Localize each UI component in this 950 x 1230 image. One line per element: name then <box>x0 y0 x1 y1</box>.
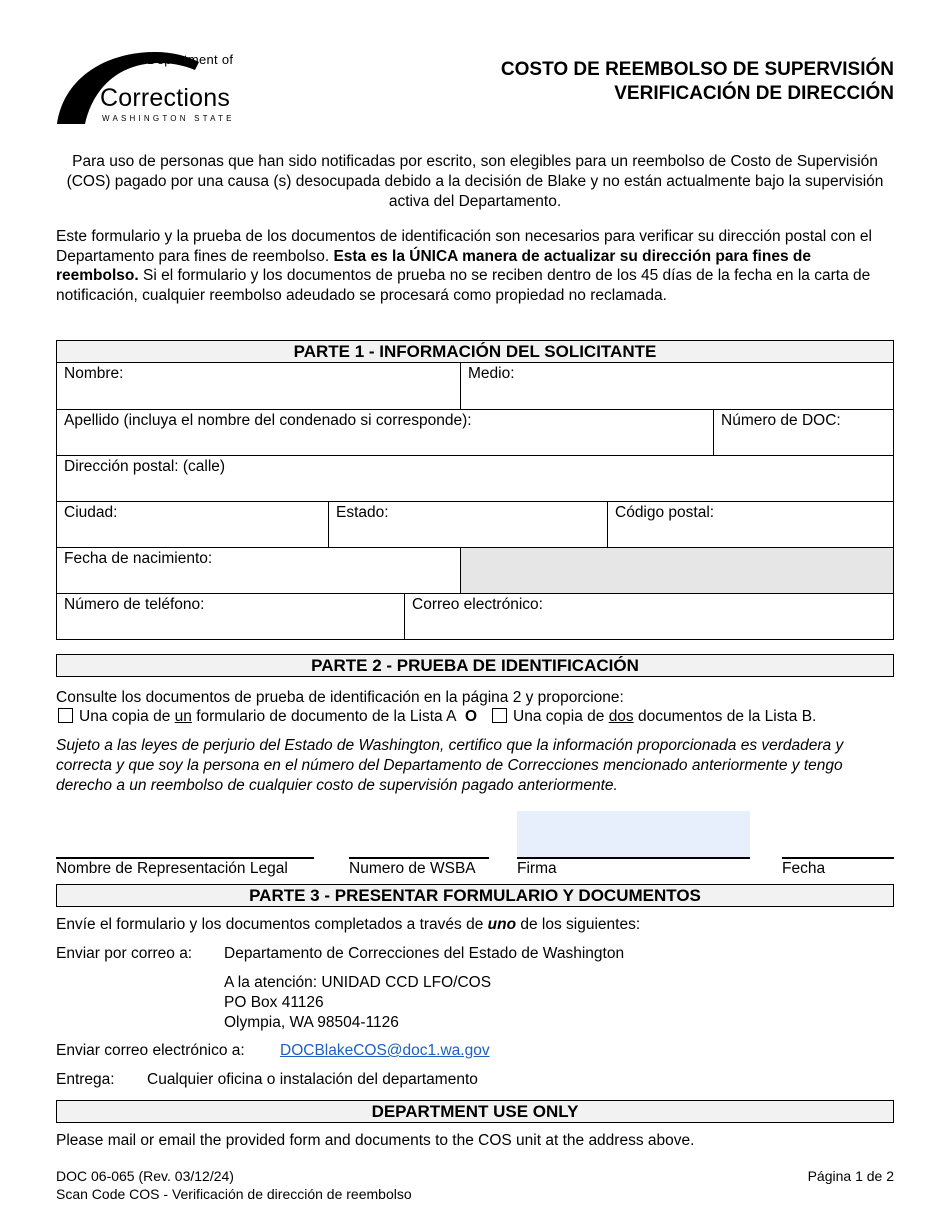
logo-corrections: Corrections <box>100 84 231 112</box>
doc-number: DOC 06-065 (Rev. 03/12/24) <box>56 1168 234 1184</box>
opt-a-pre: Una copia de <box>79 708 175 725</box>
opt-b-pre: Una copia de <box>513 708 609 725</box>
logo-department-of: Department of <box>147 52 234 67</box>
or-text: O <box>465 708 478 725</box>
page-number: Página 1 de 2 <box>807 1168 894 1184</box>
fecha-nacimiento-label: Fecha de nacimiento: <box>64 550 213 567</box>
direccion-label: Dirección postal: (calle) <box>64 458 226 475</box>
send-instructions <box>56 915 640 935</box>
row-contact <box>57 593 893 639</box>
estado-field[interactable] <box>328 502 607 547</box>
list-b-checkbox[interactable] <box>492 708 507 723</box>
send-post: de los siguientes: <box>516 916 641 933</box>
purpose-text-2: Si el formulario y los documentos de prueba no se reciben dentro de los 45 días de la fecha en la carta de notificación, cualquier reembolso adeudado se procesará como propiedad no reclamada. <box>56 267 871 305</box>
row-lastname <box>57 409 893 455</box>
medio-field[interactable] <box>460 363 893 409</box>
opt-a-underline: un <box>174 708 192 725</box>
fecha-nacimiento-field[interactable] <box>57 548 460 593</box>
doc-number-field[interactable] <box>713 410 893 455</box>
delivery-label: Entrega: <box>56 1071 115 1088</box>
correo-label: Correo electrónico: <box>412 596 543 613</box>
mail-line-2: A la atención: UNIDAD CCD LFO/COS <box>224 974 492 991</box>
mail-label: Enviar por correo a: <box>56 945 193 962</box>
part2-header: PARTE 2 - PRUEBA DE IDENTIFICACIÓN <box>56 654 894 677</box>
row-birthdate <box>57 547 893 593</box>
signature-input[interactable] <box>517 811 750 857</box>
ciudad-field[interactable] <box>57 502 328 547</box>
send-pre: Envíe el formulario y los documentos completados a través de <box>56 916 488 933</box>
wsba-line[interactable] <box>349 857 489 879</box>
opt-a-post: formulario de documento de la Lista A <box>191 708 457 725</box>
consult-text: Consulte los documentos de prueba de identificación en la página 2 y proporcione: <box>56 689 624 706</box>
mail-line-3: PO Box 41126 <box>224 993 324 1011</box>
legal-rep-line[interactable] <box>56 857 314 879</box>
part3-header: PARTE 3 - PRESENTAR FORMULARIO Y DOCUMENTOS <box>56 884 894 907</box>
dept-use-text: Please mail or email the provided form and documents to the COS unit at the address above. <box>56 1132 695 1149</box>
apellido-field[interactable] <box>57 410 713 455</box>
shaded-cell <box>460 548 893 593</box>
opt-b-underline: dos <box>608 708 634 725</box>
firma-line[interactable] <box>517 857 750 879</box>
email-label: Enviar correo electrónico a: <box>56 1042 245 1059</box>
id-options <box>56 707 894 727</box>
medio-label: Medio: <box>468 365 515 382</box>
list-a-checkbox[interactable] <box>58 708 73 723</box>
purpose-paragraph <box>56 227 894 306</box>
part1-header: PARTE 1 - INFORMACIÓN DEL SOLICITANTE <box>56 340 894 363</box>
send-em: uno <box>487 916 517 933</box>
fecha-label: Fecha <box>782 860 826 877</box>
mail-line-4: Olympia, WA 98504-1126 <box>224 1013 399 1031</box>
nombre-label: Nombre: <box>64 365 124 382</box>
row-name <box>57 363 893 409</box>
fecha-line[interactable] <box>782 857 894 879</box>
telefono-field[interactable] <box>57 594 404 639</box>
form-title <box>501 58 894 107</box>
title-line-2: VERIFICACIÓN DE DIRECCIÓN <box>614 83 894 105</box>
nombre-field[interactable] <box>57 363 460 409</box>
purpose-text-1: Este formulario y la prueba de los documentos de identificación son necesarios para verificar su dirección postal con el Departamento para fines de reembolso. <box>56 228 872 265</box>
intro-paragraph: Para uso de personas que han sido notificadas por escrito, son elegibles para un reembolso de Costo de Supervisión (COS) pagado por una causa (s) desocupada debido a la decisión de Blake y no están actualmente bajo la supervisión activa del Departamento. <box>66 153 884 210</box>
telefono-label: Número de teléfono: <box>64 596 205 613</box>
mail-line-1: Departamento de Correcciones del Estado de Washington <box>224 945 625 962</box>
codigo-postal-label: Código postal: <box>615 504 715 521</box>
purpose-bold: Esta es la ÚNICA manera de actualizar su dirección para fines de reembolso. <box>56 247 811 285</box>
legal-rep-label: Nombre de Representación Legal <box>56 860 288 877</box>
estado-label: Estado: <box>336 504 389 521</box>
footer-left <box>56 1167 412 1203</box>
row-address <box>57 455 893 501</box>
opt-b-post: documentos de la Lista B. <box>633 708 817 725</box>
ciudad-label: Ciudad: <box>64 504 118 521</box>
doc-number-label: Número de DOC: <box>721 412 841 429</box>
applicant-info-table <box>56 363 894 640</box>
title-line-1: COSTO DE REEMBOLSO DE SUPERVISIÓN <box>500 59 894 80</box>
mail-address-block <box>224 973 491 1032</box>
logo-washington-state: WASHINGTON STATE <box>102 114 235 123</box>
wsba-label: Numero de WSBA <box>349 860 476 877</box>
codigo-postal-field[interactable] <box>607 502 893 547</box>
delivery-value: Cualquier oficina o instalación del departamento <box>147 1071 478 1088</box>
firma-label: Firma <box>517 860 557 877</box>
dept-use-header: DEPARTMENT USE ONLY <box>56 1100 894 1123</box>
direccion-field[interactable] <box>57 456 893 501</box>
email-link[interactable]: DOCBlakeCOS@doc1.wa.gov <box>280 1042 490 1059</box>
scan-code: Scan Code COS - Verificación de dirección de reembolso <box>56 1186 412 1203</box>
perjury-statement: Sujeto a las leyes de perjurio del Estado de Washington, certifico que la información proporcionada es verdadera y correcta y que soy la persona en el número del Departamento de Correcciones mencionado anteriormente y tengo derecho a un reembolso de cualquier costo de supervisión pagado anteriormente. <box>56 737 844 794</box>
correo-field[interactable] <box>404 594 893 639</box>
row-city <box>57 501 893 547</box>
apellido-label: Apellido (incluya el nombre del condenado si corresponde): <box>64 412 472 429</box>
